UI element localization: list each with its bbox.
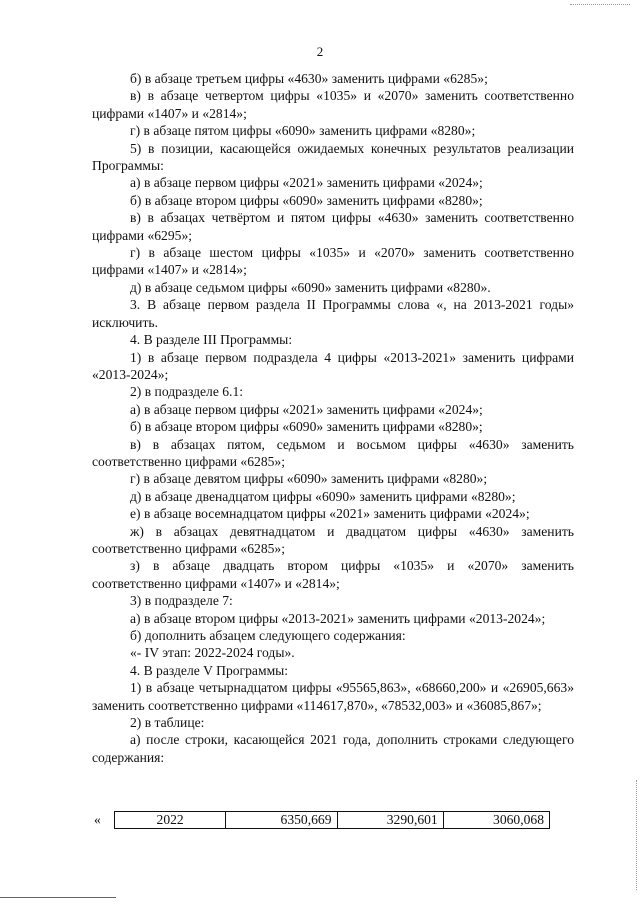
table-cell-value: 3290,601	[337, 812, 443, 829]
inserted-table	[94, 811, 554, 831]
paragraph: е) в абзаце восемнадцатом цифры «2021» заменить цифрами «2024»;	[130, 506, 530, 522]
paragraph: 2) в подразделе 6.1:	[130, 384, 244, 400]
paragraph: а) в абзаце втором цифры «2013-2021» заменить цифрами «2013-2024»;	[130, 610, 546, 626]
paragraph: 2) в таблице:	[130, 715, 205, 731]
table-cell-total: 6350,669	[226, 812, 337, 829]
paragraph: 4. В разделе V Программы:	[130, 662, 289, 678]
paragraph: в) в абзаце четвертом цифры «1035» и «2070» заменить соответственно цифрами «1407» и «2814»;	[92, 88, 574, 121]
paragraph: а) в абзаце первом цифры «2021» заменить цифрами «2024»;	[130, 401, 483, 417]
table-open-quote: «	[94, 812, 101, 827]
paragraph: 5) в позиции, касающейся ожидаемых конечных результатов реализации Программы:	[92, 140, 574, 174]
paragraph: в) в абзацах пятом, седьмом и восьмом цифры «4630» заменить соответственно цифрами «6285»;	[92, 436, 574, 469]
data-table	[114, 811, 550, 829]
paragraph: г) в абзаце пятом цифры «6090» заменить цифрами «8280»;	[130, 123, 476, 139]
paragraph: 1) в абзаце четырнадцатом цифры «95565,863», «68660,200» и «26905,663» заменить соответственно цифрами «114617,870», «78532,003» и «36085,867»;	[92, 680, 574, 713]
page-number: 2	[316, 44, 324, 59]
paragraph: 3. В абзаце первом раздела II Программы слова «, на 2013-2021 годы» исключить.	[92, 297, 574, 330]
paragraph: 4. В разделе III Программы:	[130, 332, 293, 348]
document-body	[92, 70, 574, 766]
paragraph: б) в абзаце третьем цифры «4630» заменить цифрами «6285»;	[130, 71, 488, 86]
paragraph: 3) в подразделе 7:	[130, 593, 233, 609]
paragraph: в) в абзацах четвёртом и пятом цифры «4630» заменить соответственно цифрами «6295»;	[92, 210, 574, 243]
paragraph: ж) в абзацах девятнадцатом и двадцатом цифры «4630» заменить соответственно цифрами «6285»;	[92, 523, 574, 556]
paragraph: б) в абзаце втором цифры «6090» заменить цифрами «8280»;	[130, 419, 483, 435]
paragraph: д) в абзаце двенадцатом цифры «6090» заменить цифрами «8280»;	[130, 488, 516, 504]
scan-artifact	[636, 780, 638, 890]
paragraph: б) дополнить абзацем следующего содержания:	[130, 628, 406, 643]
paragraph: а) после строки, касающейся 2021 года, дополнить строками следующего содержания:	[92, 732, 574, 765]
table-cell-value: 3060,068	[443, 812, 549, 829]
paragraph: г) в абзаце девятом цифры «6090» заменить цифрами «8280»;	[130, 471, 488, 487]
paragraph: з) в абзаце двадцать втором цифры «1035» и «2070» заменить соответственно цифрами «1407» и «2814»;	[92, 558, 574, 591]
table-cell-year: 2022	[115, 812, 226, 829]
paragraph: 1) в абзаце первом подраздела 4 цифры «2013-2021» заменить цифрами «2013-2024»;	[92, 349, 574, 382]
paragraph: б) в абзаце втором цифры «6090» заменить цифрами «8280»;	[130, 192, 483, 208]
paragraph: г) в абзаце шестом цифры «1035» и «2070» заменить соответственно цифрами «1407» и «2814»;	[92, 245, 574, 278]
scan-artifact	[0, 897, 116, 898]
paragraph: «- IV этап: 2022-2024 годы».	[130, 645, 295, 661]
table-row	[115, 812, 550, 829]
scan-artifact	[570, 4, 630, 7]
paragraph: д) в абзаце седьмом цифры «6090» заменить цифрами «8280».	[130, 279, 491, 295]
paragraph: а) в абзаце первом цифры «2021» заменить цифрами «2024»;	[130, 175, 483, 191]
